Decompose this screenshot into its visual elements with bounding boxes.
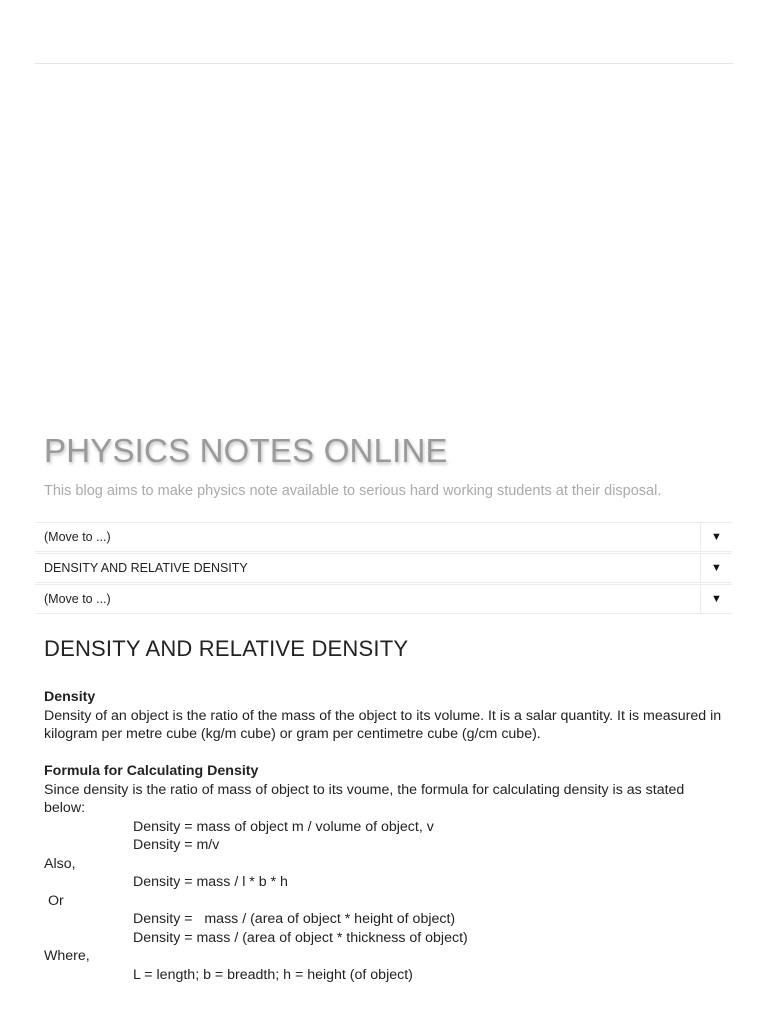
formula-line: Density = mass of object m / volume of object, v xyxy=(133,818,434,835)
connector-text: Where, xyxy=(44,948,90,964)
variable-legend: L = length; b = breadth; h = height (of object) xyxy=(133,966,413,983)
post-title: DENSITY AND RELATIVE DENSITY xyxy=(44,636,409,661)
label-nav-select[interactable] xyxy=(35,584,732,614)
spacer xyxy=(44,744,724,763)
section-heading-density: Density xyxy=(44,689,96,705)
site-description: This blog aims to make physics note available to serious hard working students at their disposal. xyxy=(44,483,662,499)
ad-space xyxy=(35,70,733,420)
site-title[interactable]: PHYSICS NOTES ONLINE xyxy=(44,432,448,469)
section-heading-formula: Formula for Calculating Density xyxy=(44,763,259,779)
dropdown-arrow-icon[interactable]: ▼ xyxy=(700,554,732,583)
formula-line: Density = mass / (area of object * thickness of object) xyxy=(133,929,468,946)
formula-line: Density = m/v xyxy=(133,837,220,853)
page-nav-select[interactable] xyxy=(35,522,732,552)
formula-line: Density = mass / l * b * h xyxy=(133,874,288,890)
connector-text: Also, xyxy=(44,855,76,872)
connector-text: Or xyxy=(48,892,64,909)
density-definition: Density of an object is the ratio of the mass of the object to its volume. It is a salar quantity. It is measured in kilogram per metre cube (kg/m cube) or gram per centimetre cube (g/cm cube). xyxy=(44,707,722,742)
label-nav-select-value: (Move to ...) xyxy=(44,592,111,606)
post-nav-select[interactable] xyxy=(35,553,732,583)
formula-line: Density = mass / (area of object * height of object) xyxy=(133,911,456,927)
dropdown-arrow-icon[interactable]: ▼ xyxy=(700,523,732,552)
page-nav-select-value: (Move to ...) xyxy=(44,530,111,544)
dropdown-arrow-icon[interactable]: ▼ xyxy=(700,585,732,614)
post xyxy=(44,630,724,984)
header-divider xyxy=(35,63,733,64)
post-nav-select-value: DENSITY AND RELATIVE DENSITY xyxy=(44,561,248,575)
formula-intro: Since density is the ratio of mass of object to its voume, the formula for calculating density is as stated below: xyxy=(44,781,685,816)
post-body xyxy=(44,688,724,984)
